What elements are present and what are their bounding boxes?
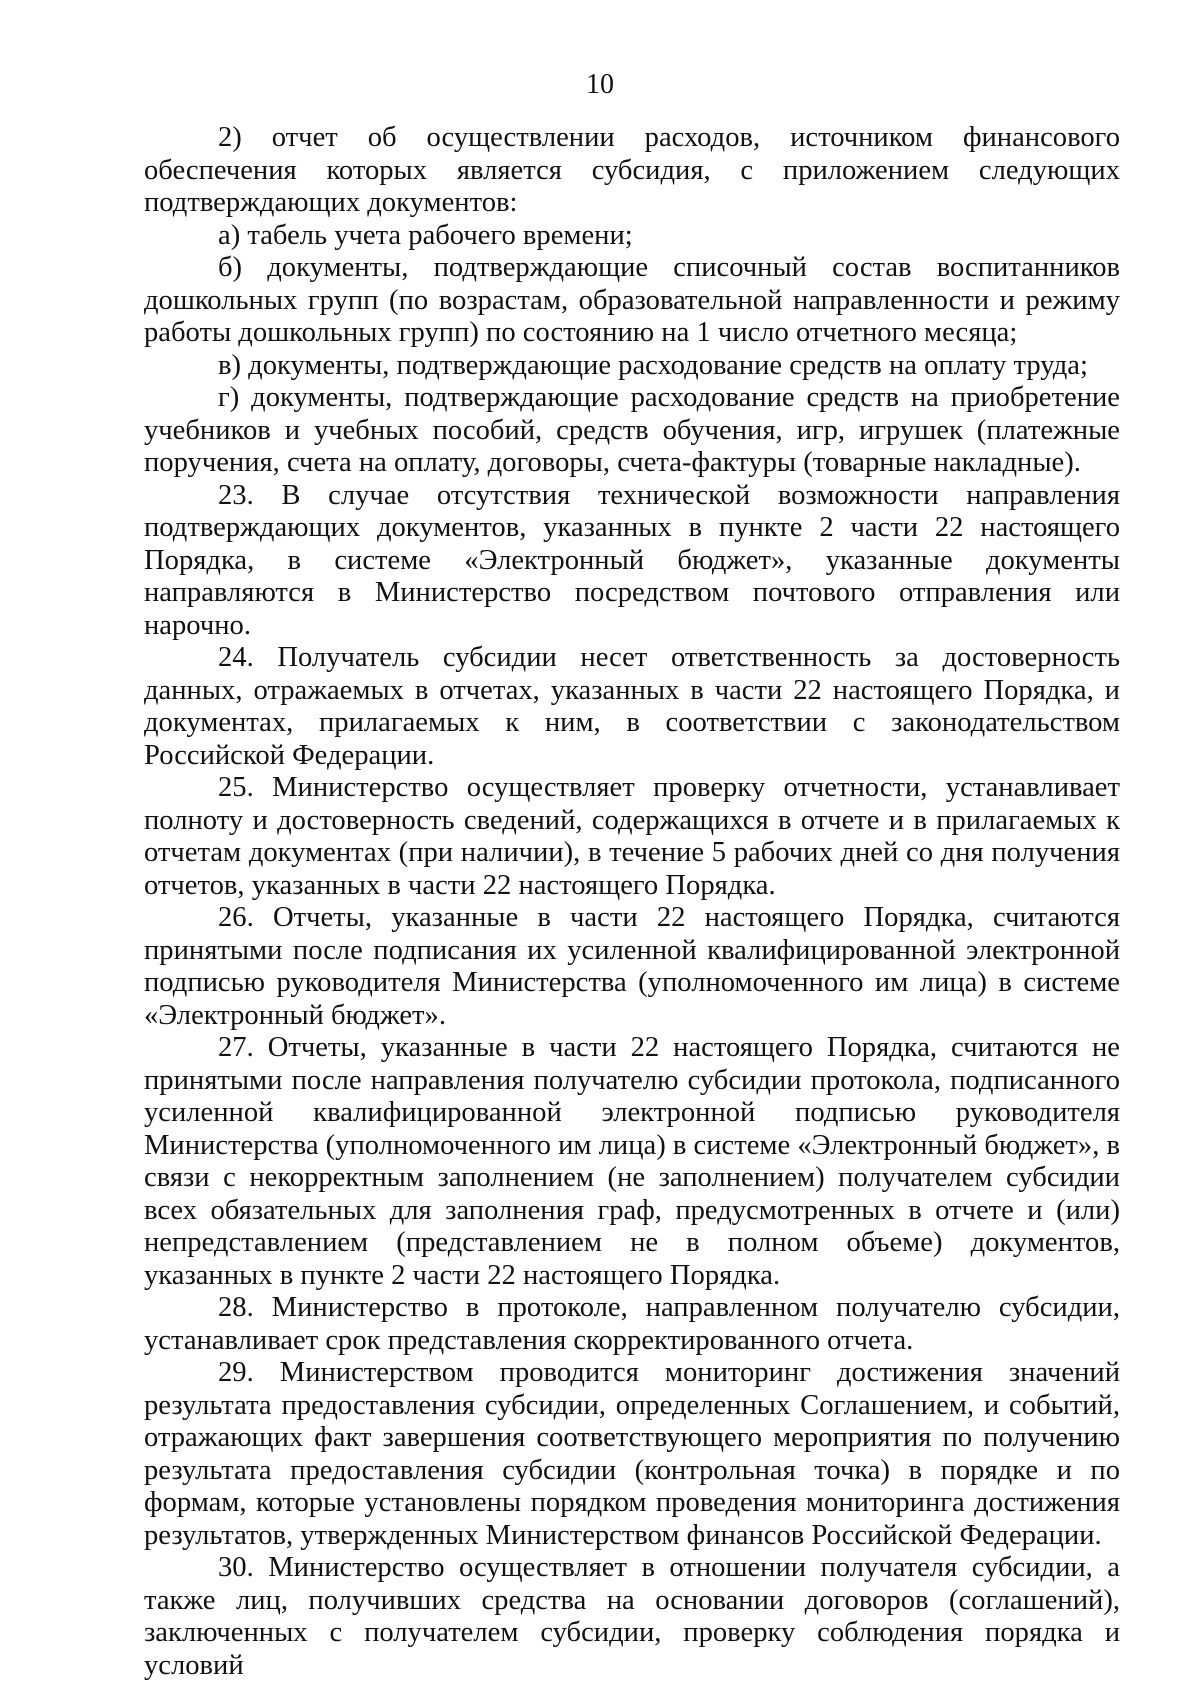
paragraph-23: 23. В случае отсутствия технической возможности направления подтверждающих документов, указанных в пункте 2 части 22 настоящего Порядка, в системе «Электронный бюджет», указанные документы направляются в Министерство посредством почтового отправления или нарочно. (144, 479, 1120, 641)
paragraph-29: 29. Министерством проводится мониторинг достижения значений результата предоставления субсидии, определенных Соглашением, и событий, отражающих факт завершения соответствующего мероприятия по получению результата предоставления субсидии (контрольная точка) в порядке и по формам, которые установлены порядком проведения мониторинга достижения результатов, утвержденных Министерством финансов Российской Федерации. (144, 1357, 1120, 1551)
paragraph-28: 28. Министерство в протоколе, направленном получателю субсидии, устанавливает срок представления скорректированного отчета. (144, 1292, 1120, 1356)
paragraph-25: 25. Министерство осуществляет проверку отчетности, устанавливает полноту и достоверность сведений, содержащихся в отчете и в прилагаемых к отчетам документах (при наличии), в течение 5 рабочих дней со дня получения отчетов, указанных в части 22 настоящего Порядка. (144, 772, 1120, 901)
page-number: 10 (586, 69, 614, 100)
paragraph-30: 30. Министерство осуществляет в отношении получателя субсидии, а также лиц, получивших средства на основании договоров (соглашений), заключенных с получателем субсидии, проверку соблюдения порядка и условий (144, 1552, 1120, 1681)
paragraph-26: 26. Отчеты, указанные в части 22 настоящего Порядка, считаются принятыми после подписания их усиленной квалифицированной электронной подписью руководителя Министерства (уполномоченного им лица) в системе «Электронный бюджет». (144, 902, 1120, 1031)
document-body (144, 122, 1120, 1682)
paragraph-27: 27. Отчеты, указанные в части 22 настоящего Порядка, считаются не принятыми после направления получателю субсидии протокола, подписанного усиленной квалифицированной электронной подписью руководителя Министерства (уполномоченного им лица) в системе «Электронный бюджет», в связи с некорректным заполнением (не заполнением) получателем субсидии всех обязательных для заполнения граф, предусмотренных в отчете и (или) непредставлением (представлением не в полном объеме) документов, указанных в пункте 2 части 22 настоящего Порядка. (144, 1032, 1120, 1291)
paragraph-subitem-a: а) табель учета рабочего времени; (218, 219, 633, 251)
paragraph-subitem-b: б) документы, подтверждающие списочный состав воспитанников дошкольных групп (по возрастам, образовательной направленности и режиму работы дошкольных групп) по состоянию на 1 число отчетного месяца; (144, 252, 1120, 348)
paragraph-subitem-g: г) документы, подтверждающие расходование средств на приобретение учебников и учебных пособий, средств обучения, игр, игрушек (платежные поручения, счета на оплату, договоры, счета-фактуры (товарные накладные). (144, 382, 1120, 478)
paragraph-24: 24. Получатель субсидии несет ответственность за достоверность данных, отражаемых в отчетах, указанных в части 22 настоящего Порядка, и документах, прилагаемых к ним, в соответствии с законодательством Российской Федерации. (144, 642, 1120, 771)
paragraph-subitem-v: в) документы, подтверждающие расходование средств на оплату труда; (218, 349, 1088, 381)
paragraph-item-2: 2) отчет об осуществлении расходов, источником финансового обеспечения которых является субсидия, с приложением следующих подтверждающих документов: (144, 122, 1120, 218)
